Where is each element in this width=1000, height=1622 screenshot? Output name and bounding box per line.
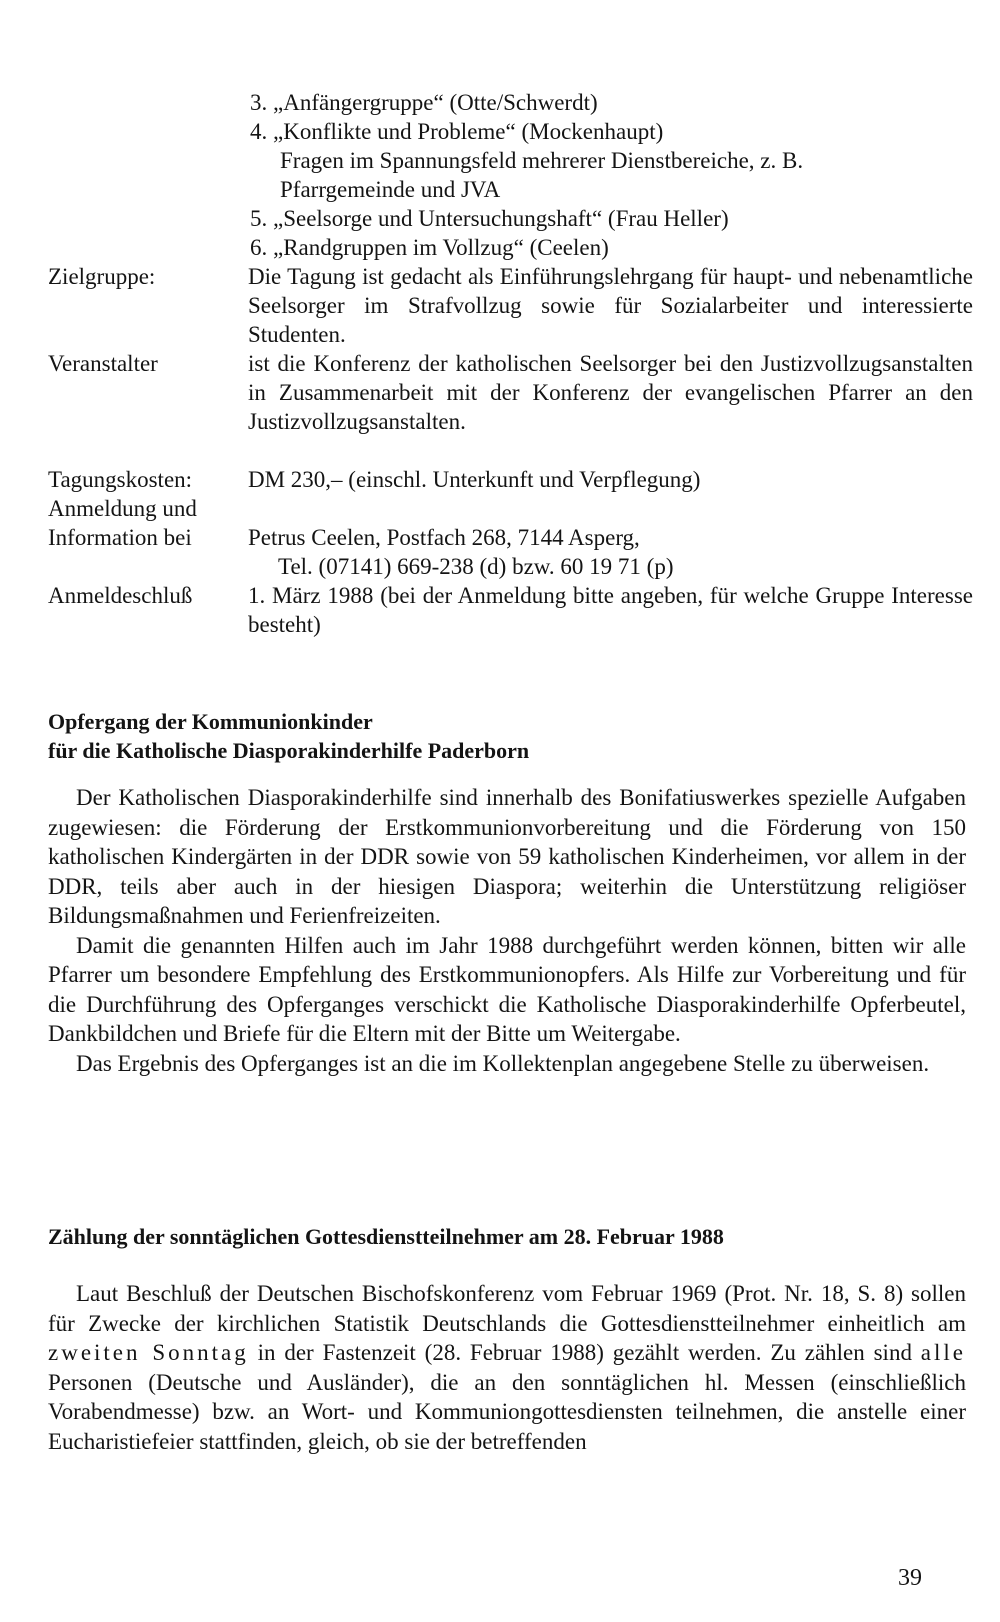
paragraph: Damit die genannten Hilfen auch im Jahr 1988 durchgeführt werden können, bitten wir alle Pfarrer um besondere Empfehlung des Erstkommunionopfers. Als Hilfe zur Vorbereitung und für die Durchführung des Opferganges verschickt die Katholische Diasporakinderhilfe Opferbeutel, Dankbildchen und Briefe für die Eltern mit der Bitte um Weitergabe. bbox=[48, 932, 966, 1046]
veranstalter-label: Veranstalter bbox=[48, 351, 158, 376]
anmeldung-label-line-2: Information bei bbox=[48, 525, 192, 550]
heading-line-1: Opfergang der Kommunionkinder bbox=[48, 709, 373, 734]
tagungskosten-label: Tagungskosten: bbox=[48, 467, 193, 492]
anmeldung-phone: Tel. (07141) 669-238 (d) bzw. 60 19 71 (p) bbox=[278, 554, 674, 579]
anmeldung-row bbox=[48, 523, 973, 552]
program-item-detail: Pfarrgemeinde und JVA bbox=[280, 177, 501, 202]
section-heading-zaehlung: Zählung der sonntäglichen Gottesdienstteilnehmer am 28. Februar 1988 bbox=[48, 1224, 724, 1249]
anmeldung-label-line-1: Anmeldung und bbox=[48, 496, 197, 521]
tagungskosten-entry bbox=[48, 465, 973, 494]
page-number: 39 bbox=[898, 1565, 922, 1591]
veranstalter-entry bbox=[48, 349, 973, 436]
emphasis-spaced: zweiten Sonntag bbox=[48, 1340, 249, 1365]
tagungskosten-text: DM 230,– (einschl. Unterkunft und Verpflegung) bbox=[248, 467, 701, 492]
paragraph: Der Katholischen Diasporakinderhilfe sind innerhalb des Bonifatiuswerkes spezielle Aufgaben zugewiesen: die Förderung der Erstkommunionvorbereitung und die Förderung von 150 katholischen Kindergärten in der DDR sowie von 59 katholischen Kinderheimen, vor allem in der DDR, teils aber auch in der hiesigen Diaspora; weiterhin die Unterstützung religiöser Bildungsmaßnahmen und Ferienfreizeiten. bbox=[48, 785, 966, 928]
program-item: 5. „Seelsorge und Untersuchungshaft“ (Frau Heller) bbox=[250, 206, 729, 231]
program-item: 6. „Randgruppen im Vollzug“ (Ceelen) bbox=[250, 235, 609, 260]
anmeldung-address: Petrus Ceelen, Postfach 268, 7144 Asperg, bbox=[248, 525, 640, 550]
program-item: 3. „Anfängergruppe“ (Otte/Schwerdt) bbox=[250, 90, 598, 115]
anmeldeschluss-text: 1. März 1988 (bei der Anmeldung bitte angeben, für welche Gruppe Interesse besteht) bbox=[248, 583, 973, 637]
zielgruppe-label: Zielgruppe: bbox=[48, 264, 156, 289]
program-item: 4. „Konflikte und Probleme“ (Mockenhaupt) bbox=[250, 119, 664, 144]
emphasis-spaced: alle bbox=[920, 1340, 966, 1365]
heading-line-2: für die Katholische Diasporakinderhilfe Paderborn bbox=[48, 738, 530, 763]
text-run: in der Fastenzeit (28. Februar 1988) gezählt werden. Zu zählen sind bbox=[248, 1340, 921, 1365]
zielgruppe-text: Die Tagung ist gedacht als Einführungslehrgang für haupt- und nebenamtliche Seelsorger im Strafvollzug sowie für Sozialarbeiter und interessierte Studenten. bbox=[248, 264, 973, 347]
zaehlung-body bbox=[48, 1279, 966, 1456]
paragraph: Das Ergebnis des Opferganges ist an die im Kollektenplan angegebene Stelle zu überweisen. bbox=[76, 1050, 930, 1076]
anmeldeschluss-label: Anmeldeschluß bbox=[48, 583, 193, 608]
veranstalter-text: ist die Konferenz der katholischen Seelsorger bei den Justizvollzugsanstalten in Zusammenarbeit mit der Konferenz der evangelischen Pfarrer an den Justizvollzugsanstalten. bbox=[248, 351, 973, 434]
program-list bbox=[250, 88, 970, 262]
opfergang-body bbox=[48, 783, 966, 1078]
program-item-detail: Fragen im Spannungsfeld mehrerer Dienstbereiche, z. B. bbox=[280, 148, 804, 173]
text-run: Laut Beschluß der Deutschen Bischofskonferenz vom Februar 1969 (Prot. Nr. 18, S. 8) sollen für Zwecke der kirchlichen Statistik Deutschlands die Gottesdienstteilnehmer einheitlich am bbox=[48, 1281, 966, 1336]
paragraph bbox=[48, 1279, 966, 1456]
section-heading-opfergang bbox=[48, 707, 973, 765]
anmeldeschluss-entry bbox=[48, 581, 973, 639]
text-run: Personen (Deutsche und Ausländer), die an den sonntäglichen hl. Messen (einschließlich Vorabendmesse) bzw. an Wort- und Kommuniongottesdiensten teilnehmen, die anstelle einer Eucharistiefeier stattfinden, gleich, ob sie der betreffenden bbox=[48, 1369, 966, 1454]
anmeldung-entry bbox=[48, 494, 973, 581]
zielgruppe-entry bbox=[48, 262, 973, 349]
